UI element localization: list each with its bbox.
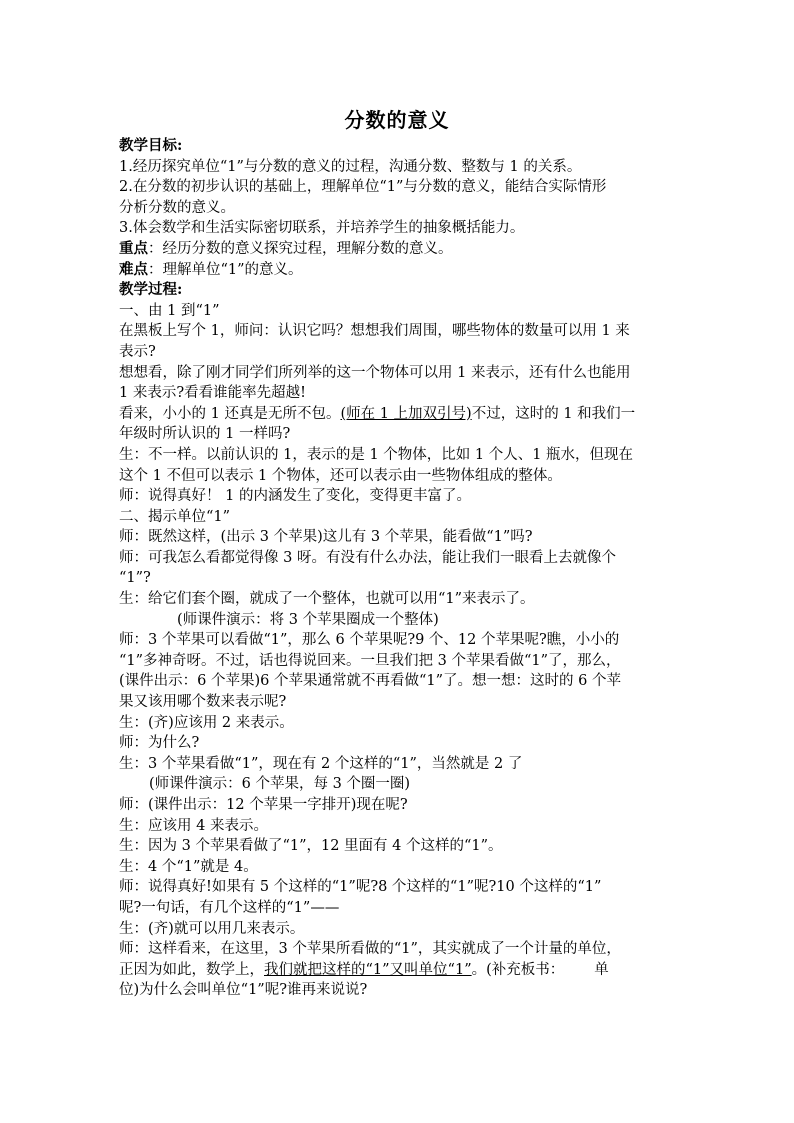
paragraph-line: 生：不一样。以前认识的 1，表示的是 1 个物体，比如 1 个人、1 瓶水，但现在 — [119, 446, 634, 463]
paragraph-line: 师：(课件出示：12 个苹果一字排开)现在呢? — [119, 797, 408, 813]
subsection-heading: 二、揭示单位“1” — [119, 508, 231, 525]
paragraph-line: 位)为什么会叫单位“1”呢?谁再来说说? — [119, 982, 368, 999]
underlined-definition: 我们就把这样的“1”又叫单位“1” — [264, 961, 472, 978]
stage-direction: (师课件演示：6 个苹果，每 3 个圈一圈) — [149, 776, 411, 793]
document-title: 分数的意义 — [344, 108, 450, 132]
stage-direction: (师课件演示：将 3 个苹果圈成一个整体) — [177, 611, 439, 628]
paragraph-line: 3.体会数学和生活实际密切联系，并培养学生的抽象概括能力。 — [119, 220, 525, 237]
paragraph-line: 师：为什么? — [119, 735, 200, 752]
paragraph-line: 2.在分数的初步认识的基础上，理解单位“1”与分数的意义，能结合实际情形 — [119, 179, 607, 196]
paragraph-line: 生：应该用 4 来表示。 — [119, 817, 268, 834]
difficulty-label: 难点 — [119, 260, 148, 278]
text-segment: 正因为如此，数学上， — [119, 961, 264, 978]
key-point-text: ：经历分数的意义探究过程，理解分数的意义。 — [148, 240, 453, 257]
paragraph-line: 师：3 个苹果可以看做“1”，那么 6 个苹果呢?9 个、12 个苹果呢?瞧，小小的 — [119, 632, 620, 649]
paragraph-line: 师：既然这样，(出示 3 个苹果)这儿有 3 个苹果，能看做“1”吗? — [119, 529, 533, 546]
subsection-heading: 一、由 1 到“1” — [119, 302, 220, 319]
key-point-line — [119, 239, 679, 260]
paragraph-line: 师：可我怎么看都觉得像 3 呀。有没有什么办法，能让我们一眼看上去就像个 — [119, 549, 616, 566]
paragraph-line: 师：这样看来，在这里，3 个苹果所看做的“1”，其实就成了一个计量的单位， — [119, 941, 621, 958]
text-segment: 不过，这时的 1 和我们一 — [471, 405, 636, 422]
paragraph-line: 这个 1 不但可以表示 1 个物体，还可以表示由一些物体组成的整体。 — [119, 467, 562, 484]
paragraph-line — [119, 960, 679, 981]
paragraph-line: 1 来表示?看看谁能率先超越! — [119, 385, 306, 402]
text-segment: 单 — [594, 961, 609, 978]
paragraph-line: 呢?一句话，有几个这样的“1”—— — [119, 899, 340, 916]
text-segment: 。(补充板书： — [471, 961, 565, 978]
paragraph-line: 生：(齐)应该用 2 来表示。 — [119, 714, 294, 731]
paragraph-line: 表示? — [119, 343, 156, 360]
paragraph-line: (课件出示：6 个苹果)6 个苹果通常就不再看做“1”了。想一想：这时的 6 个苹 — [119, 673, 621, 690]
document-body — [119, 136, 679, 1001]
paragraph-line: “1”? — [119, 570, 151, 587]
section-heading-process: 教学过程: — [119, 281, 183, 299]
paragraph-line: 1.经历探究单位“1”与分数的意义的过程，沟通分数、整数与 1 的关系。 — [119, 158, 582, 175]
paragraph-line: “1”多神奇呀。不过，话也得说回来。一旦我们把 3 个苹果看做“1”了，那么， — [119, 652, 621, 669]
text-segment: 看来，小小的 1 还真是无所不包。 — [119, 405, 341, 422]
difficulty-text: ：理解单位“1”的意义。 — [148, 261, 303, 278]
paragraph-line: 生：4 个“1”就是 4。 — [119, 858, 258, 875]
underlined-note: (师在 1 上加双引号) — [340, 405, 472, 422]
paragraph-line: 生：给它们套个圈，就成了一个整体，也就可以用“1”来表示了。 — [119, 591, 535, 608]
paragraph-line: 在黑板上写个 1，师问：认识它吗？想想我们周围，哪些物体的数量可以用 1 来 — [119, 323, 630, 340]
paragraph-line: 年级时所认识的 1 一样吗? — [119, 426, 291, 443]
paragraph-line: 师：说得真好!如果有 5 个这样的“1”呢?8 个这样的“1”呢?10 个这样的“1” — [119, 879, 602, 896]
paragraph-line: 生：3 个苹果看做“1”，现在有 2 个这样的“1”，当然就是 2 了 — [119, 755, 523, 772]
paragraph-line: 师：说得真好！ 1 的内涵发生了变化，变得更丰富了。 — [119, 488, 471, 505]
paragraph-line: 果又该用哪个数来表示呢? — [119, 694, 287, 711]
paragraph-line: 分析分数的意义。 — [119, 199, 235, 216]
paragraph-line: 生：(齐)就可以用几来表示。 — [119, 920, 305, 937]
paragraph-line — [119, 404, 679, 425]
difficulty-line — [119, 260, 679, 281]
paragraph-line: 想想看，除了刚才同学们所列举的这一个物体可以用 1 来表示，还有什么也能用 — [119, 364, 631, 381]
key-point-label: 重点 — [119, 239, 148, 257]
section-heading-objectives: 教学目标: — [119, 137, 183, 154]
paragraph-line: 生：因为 3 个苹果看做了“1”，12 里面有 4 个这样的“1”。 — [119, 838, 503, 855]
